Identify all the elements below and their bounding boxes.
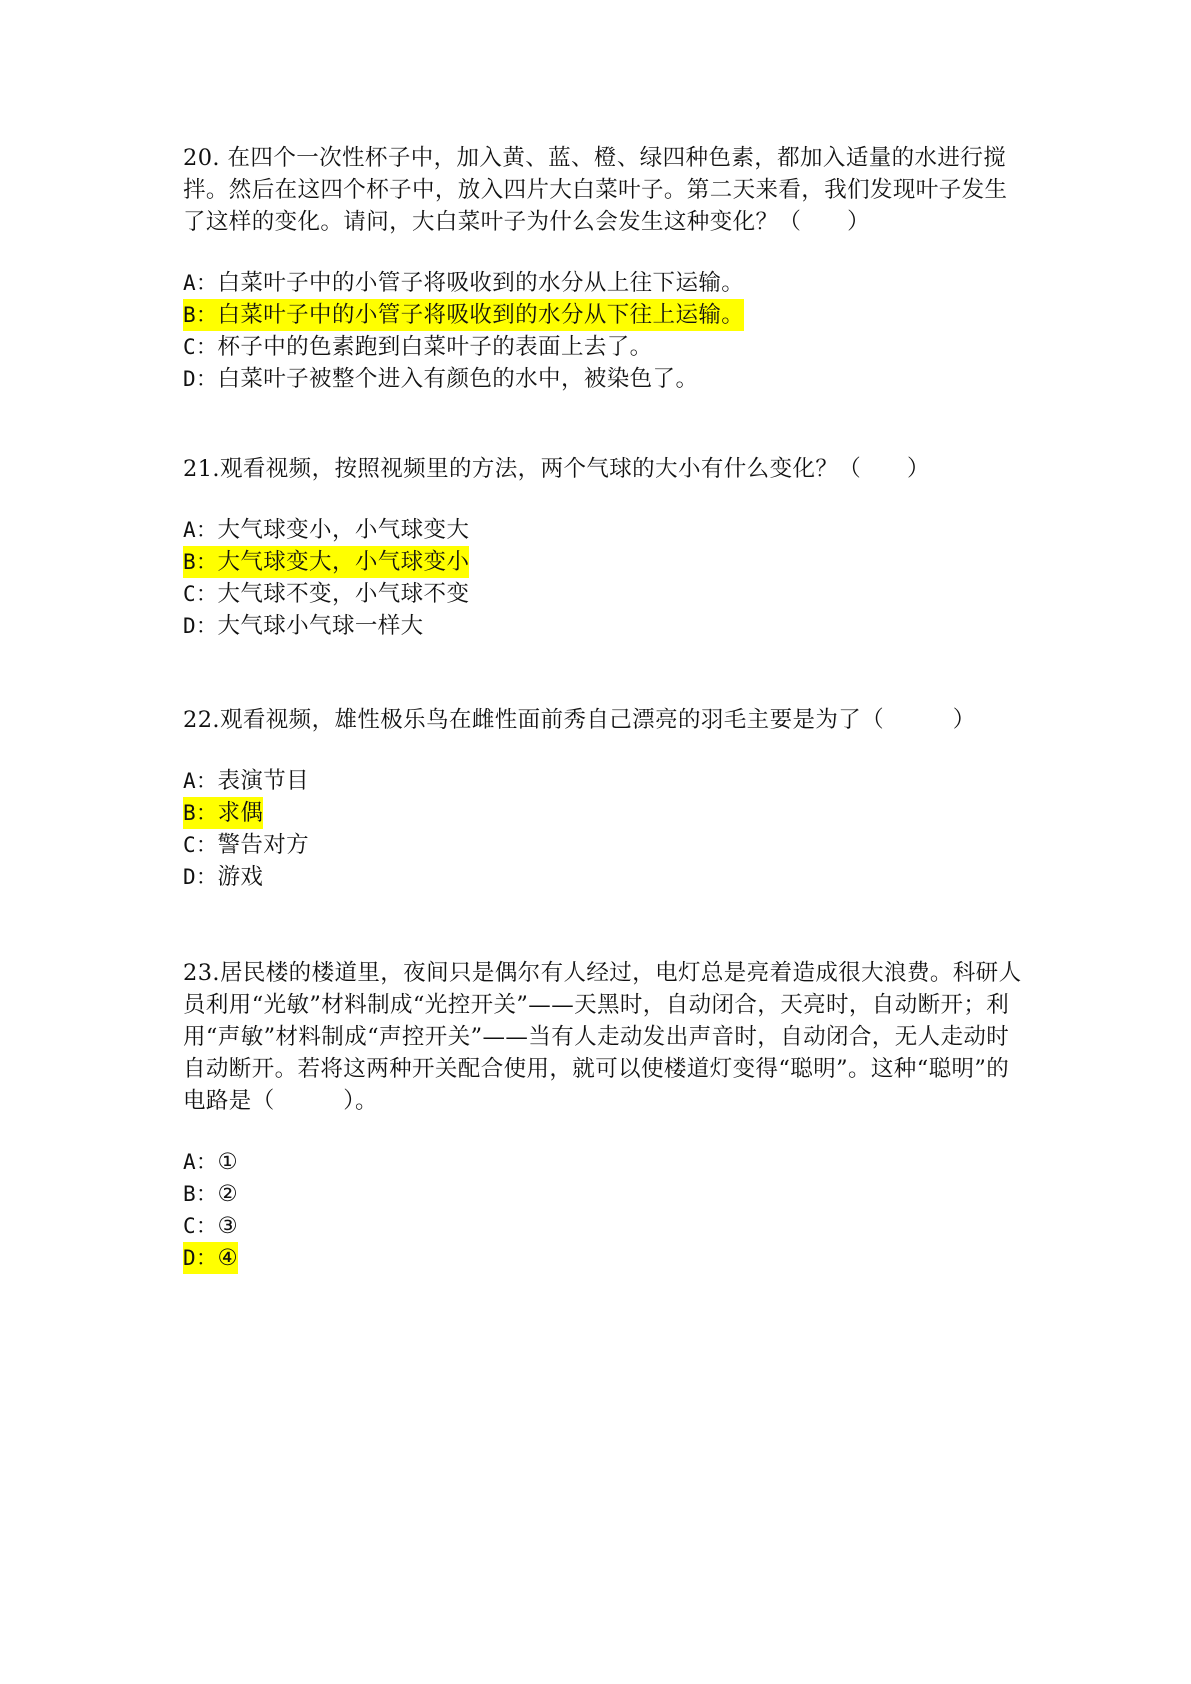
option-highlight [183, 765, 309, 797]
answer-highlight [183, 546, 469, 578]
option-a [183, 267, 1023, 299]
option-b [183, 299, 1023, 331]
option-key: B： [183, 303, 218, 327]
option-b [183, 797, 1023, 829]
option-d [183, 363, 1023, 395]
option-list [183, 765, 1023, 893]
option-text: 杯子中的色素跑到白菜叶子的表面上去了。 [217, 334, 653, 360]
option-key: C： [183, 1214, 218, 1238]
option-highlight [183, 331, 653, 363]
option-highlight [183, 829, 309, 861]
option-b [183, 1178, 1023, 1210]
option-highlight [183, 363, 698, 395]
option-key: D： [183, 865, 218, 889]
answer-highlight [183, 1242, 238, 1274]
option-highlight [183, 514, 469, 546]
option-text: 大气球变小，小气球变大 [217, 517, 470, 543]
option-a [183, 514, 1023, 546]
question-text: 23.居民楼的楼道里，夜间只是偶尔有人经过，电灯总是亮着造成很大浪费。科研人员利用“光敏”材料制成“光控开关”——天黑时，自动闭合，天亮时，自动断开；利用“声敏”材料制成“声控开关”——当有人走动发出声音时，自动闭合，无人走动时自动断开。若将这两种开关配合使用，就可以使楼道灯变得“聪明”。这种“聪明”的电路是（ ）。 [183, 960, 1022, 1114]
option-key: C： [183, 582, 218, 606]
option-c [183, 331, 1023, 363]
question-21 [183, 453, 1023, 642]
question-22 [183, 704, 1023, 893]
option-d [183, 610, 1023, 642]
question-text: 22.观看视频，雄性极乐鸟在雌性面前秀自己漂亮的羽毛主要是为了（ ） [183, 707, 976, 733]
option-highlight [183, 267, 744, 299]
option-text: 求偶 [217, 800, 264, 826]
option-text: 警告对方 [217, 832, 310, 858]
option-highlight [183, 861, 263, 893]
option-key: B： [183, 550, 218, 574]
question-text: 20. 在四个一次性杯子中，加入黄、蓝、橙、绿四种色素，都加入适量的水进行搅拌。然后在这四个杯子中，放入四片大白菜叶子。第二天来看，我们发现叶子发生了这样的变化。请问，大白菜叶子为什么会发生这种变化？（ ） [183, 145, 1008, 235]
option-text: 游戏 [217, 864, 264, 890]
option-key: A： [183, 769, 218, 793]
option-a [183, 1146, 1023, 1178]
option-d [183, 861, 1023, 893]
option-key: B： [183, 801, 218, 825]
option-text: 大气球小气球一样大 [217, 613, 424, 639]
option-key: D： [183, 614, 218, 638]
document-page [183, 142, 1023, 1274]
option-highlight [183, 1210, 238, 1242]
option-c [183, 1210, 1023, 1242]
option-highlight [183, 1178, 238, 1210]
question-text: 21.观看视频，按照视频里的方法，两个气球的大小有什么变化？（ ） [183, 456, 930, 482]
option-a [183, 765, 1023, 797]
option-text: ② [217, 1181, 239, 1207]
option-list [183, 267, 1023, 395]
question-23 [183, 957, 1023, 1274]
option-highlight [183, 610, 424, 642]
answer-highlight [183, 299, 744, 331]
option-text: 大气球不变，小气球不变 [217, 581, 470, 607]
option-key: A： [183, 1150, 218, 1174]
option-c [183, 829, 1023, 861]
option-text: ① [217, 1149, 239, 1175]
option-key: A： [183, 518, 218, 542]
option-key: D： [183, 1246, 218, 1270]
option-text: 白菜叶子中的小管子将吸收到的水分从上往下运输。 [217, 270, 745, 296]
option-text: ③ [217, 1213, 239, 1239]
option-list [183, 514, 1023, 642]
option-highlight [183, 578, 469, 610]
answer-highlight [183, 797, 263, 829]
option-key: D： [183, 367, 218, 391]
option-list [183, 1146, 1023, 1274]
option-d [183, 1242, 1023, 1274]
option-key: A： [183, 271, 218, 295]
option-text: 大气球变大，小气球变小 [217, 549, 470, 575]
option-key: C： [183, 833, 218, 857]
question-20 [183, 142, 1023, 395]
option-b [183, 546, 1023, 578]
option-text: 白菜叶子中的小管子将吸收到的水分从下往上运输。 [217, 302, 745, 328]
option-key: C： [183, 335, 218, 359]
option-key: B： [183, 1182, 218, 1206]
option-c [183, 578, 1023, 610]
option-highlight [183, 1146, 238, 1178]
option-text: ④ [217, 1245, 239, 1271]
option-text: 白菜叶子被整个进入有颜色的水中，被染色了。 [217, 366, 699, 392]
option-text: 表演节目 [217, 768, 310, 794]
